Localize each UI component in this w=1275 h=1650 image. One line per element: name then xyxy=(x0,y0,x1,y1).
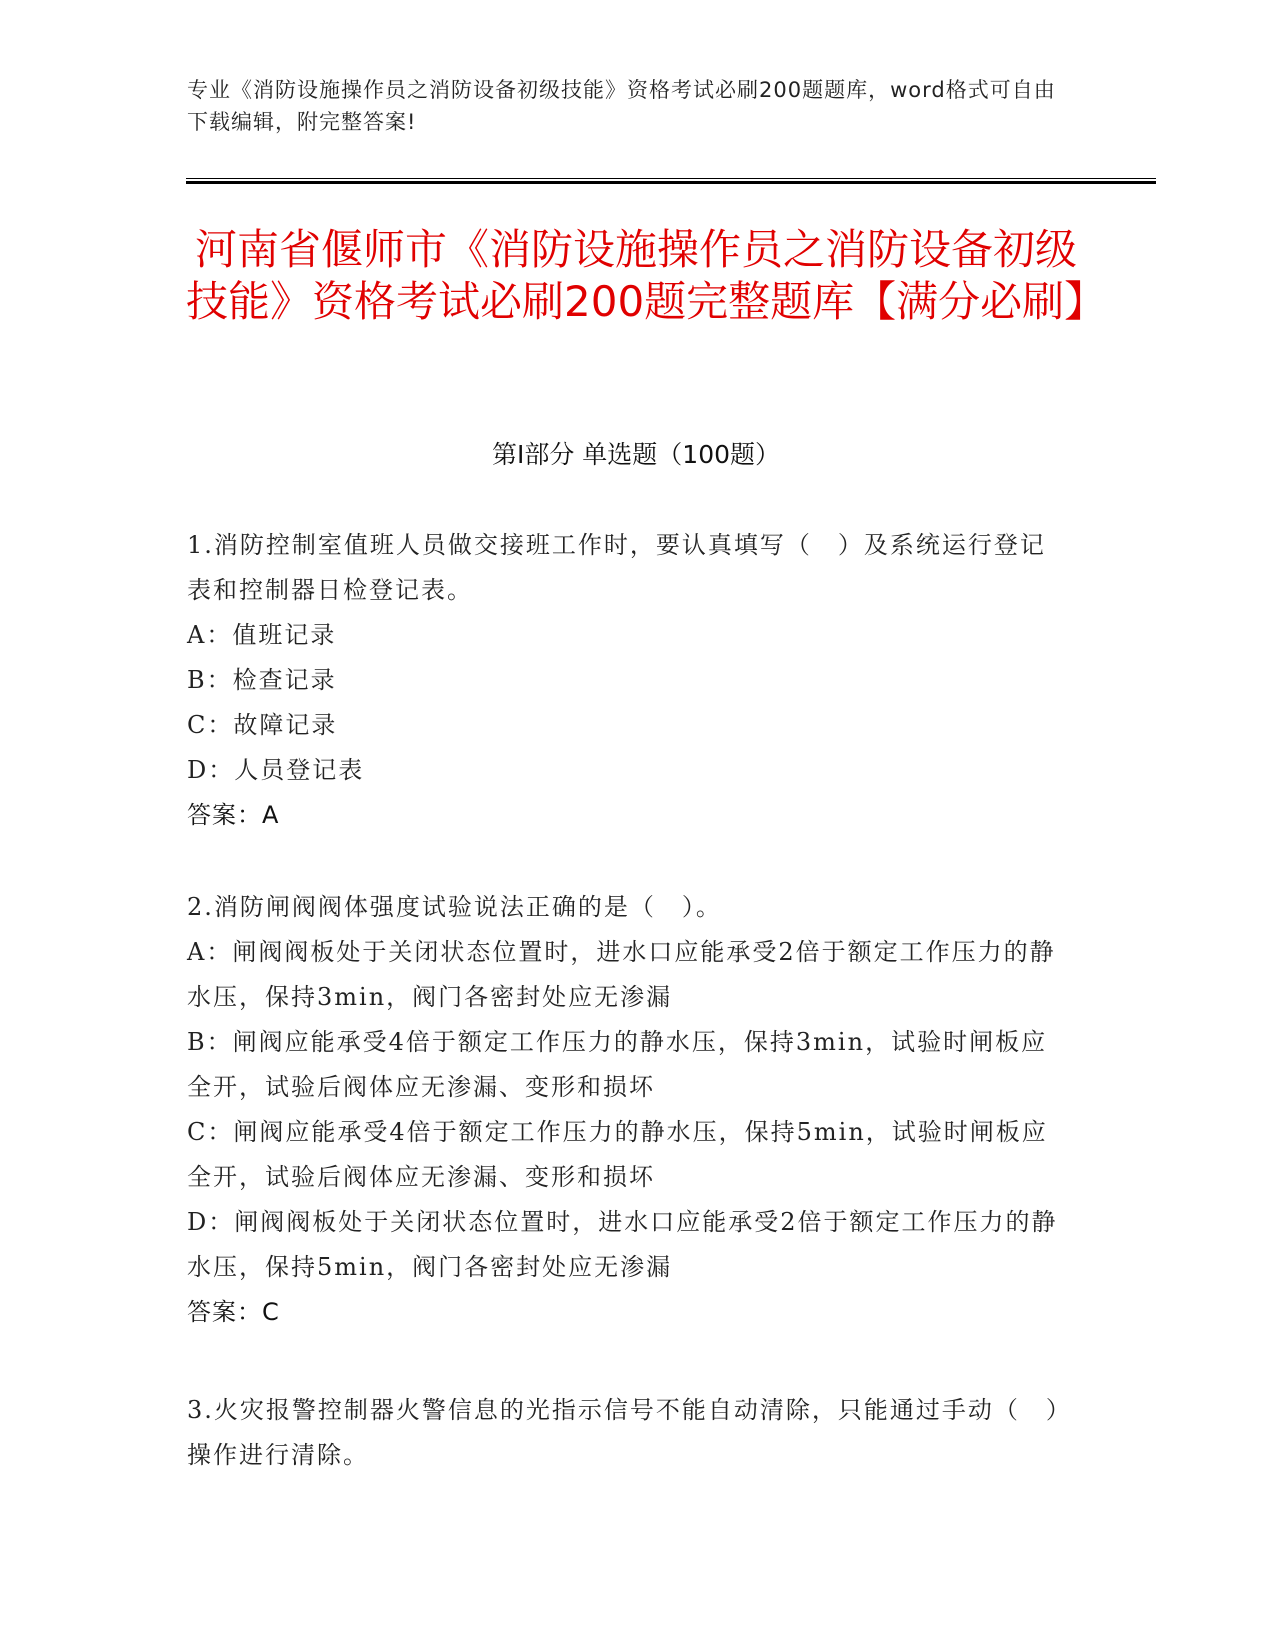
document-title: 河南省偃师市《消防设施操作员之消防设备初级技能》资格考试必刷200题完整题库【满分必刷】 xyxy=(186,225,1107,326)
question-stem: 3.火灾报警控制器火警信息的光指示信号不能自动清除，只能通过手动（ ）操作进行清除。 xyxy=(187,1396,1060,1469)
question-stem: 2.消防闸阀阀体强度试验说法正确的是（ ）。 xyxy=(187,893,722,921)
option-a: A：闸阀阀板处于关闭状态位置时，进水口应能承受2倍于额定工作压力的静水压，保持3min，阀门各密封处应无渗漏 xyxy=(187,938,1056,1011)
header-divider-thin xyxy=(186,178,1156,179)
option-c: C：闸阀应能承受4倍于额定工作压力的静水压，保持5min，试验时闸板应全开，试验后阀体应无渗漏、变形和损坏 xyxy=(187,1118,1048,1191)
question-2 xyxy=(187,885,1067,1335)
option-d: D：闸阀阀板处于关闭状态位置时，进水口应能承受2倍于额定工作压力的静水压，保持5min，阀门各密封处应无渗漏 xyxy=(187,1208,1058,1281)
section-title: 第I部分 单选题（100题） xyxy=(491,440,781,469)
question-1 xyxy=(187,523,1067,838)
option-a: A：值班记录 xyxy=(187,621,337,649)
header-divider-thick xyxy=(186,181,1156,184)
answer-text: 答案：C xyxy=(187,1298,280,1326)
option-b: B：检查记录 xyxy=(187,666,337,694)
question-stem: 1.消防控制室值班人员做交接班工作时，要认真填写（ ）及系统运行登记表和控制器日检登记表。 xyxy=(187,531,1046,604)
answer-text: 答案：A xyxy=(187,801,280,829)
intro-text: 专业《消防设施操作员之消防设备初级技能》资格考试必刷200题题库，word格式可自由下载编辑，附完整答案! xyxy=(187,78,1056,134)
option-c: C：故障记录 xyxy=(187,711,338,739)
question-3 xyxy=(187,1388,1067,1478)
option-d: D：人员登记表 xyxy=(187,756,365,784)
option-b: B：闸阀应能承受4倍于额定工作压力的静水压，保持3min，试验时闸板应全开，试验后阀体应无渗漏、变形和损坏 xyxy=(187,1028,1048,1101)
